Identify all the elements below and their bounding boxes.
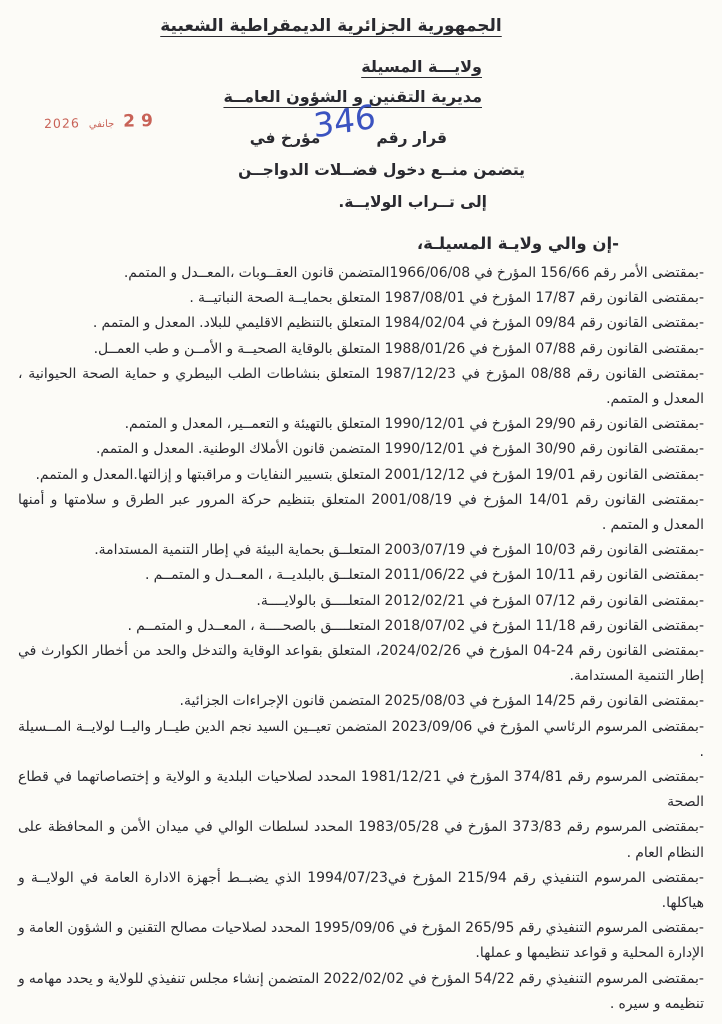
preamble-clauses <box>18 261 704 1017</box>
preamble-clause: -بمقتضى القانون رقم 19/01 المؤرخ في 2001/12/12 المتعلق بتسيير النفايات و مراقبتها و إزالتها.المعدل و المتمم. <box>35 466 704 483</box>
wali-heading: -إن والي ولايـة المسيلـة، <box>416 234 619 253</box>
preamble-clause: -بمقتضى الأمر رقم 156/66 المؤرخ في 1966/06/08المتضمن قانون العقــوبات ،المعــدل و المتمم. <box>123 265 704 281</box>
preamble-clause: -بمقتضى القانون رقم 17/87 المؤرخ في 1987/08/01 المتعلق بحمايــة الصحة النباتيــة . <box>189 290 704 307</box>
wilaya-name: ولايـــة المسيلة <box>361 57 482 76</box>
preamble-clause: -بمقتضى المرسوم التنفيذي رقم 265/95 المؤرخ في 1995/09/06 المحدد لصلاحيات مصالح التقنين و الشؤون العامة و الإدارة المحلية و قواعد تنظيمها و عملها. <box>18 920 704 962</box>
preamble-clause: -بمقتضى القانون رقم 07/88 المؤرخ في 1988/01/26 المتعلق بالوقاية الصحيــة و الأمــن و طب العمــل. <box>93 340 704 357</box>
decree-number-label-post: مؤرخ في <box>249 129 321 147</box>
handwritten-decree-number: 346 <box>312 96 378 146</box>
decree-number-line <box>238 96 447 154</box>
stamp-day: 29 <box>123 110 160 132</box>
preamble-clause: -بمقتضى القانون رقم 10/11 المؤرخ في 2011/06/22 المتعلــق بالبلديــة ، المعــدل و المتمــم . <box>144 567 704 584</box>
decree-title-block <box>238 96 525 218</box>
preamble-clause: -بمقتضى القانون رقم 11/18 المؤرخ في 2018/07/02 المتعلــــق بالصحــــة ، المعــدل و المتمــم . <box>127 617 704 634</box>
preamble-clause: -بمقتضى المرسوم التنفيذي رقم 215/94 المؤرخ في1994/07/23 الذي يضبــط أجهزة الادارة العامة في الولايــة و هياكلها. <box>18 869 704 912</box>
decree-number-label-pre: قرار رقم <box>376 129 447 147</box>
preamble-clause: -بمقتضى المرسوم التنفيذي رقم 54/22 المؤرخ في 2022/02/02 المتضمن إنشاء مجلس تنفيذي للولاية و يحدد مهامه و تنظيمه و سيره . <box>18 970 704 1012</box>
decree-subject-line1: يتضمن منــع دخول فضــلات الدواجــن <box>238 161 525 179</box>
preamble-clause: -بمقتضى القانون رقم 09/84 المؤرخ في 1984/02/04 المتعلق بالتنظيم الاقليمي للبلاد. المعدل و المتمم . <box>92 315 704 332</box>
preamble-clause: -بمقتضى المرسوم الرئاسي المؤرخ في 2023/09/06 المتضمن تعيــين السيد نجم الدين طيــار واليــا لولايــة المــسيلة . <box>18 718 704 760</box>
preamble-clause: -بمقتضى القانون رقم 24-04 المؤرخ في 2024/02/26، المتعلق بقواعد الوقاية والتدخل والحد من أخطار الكوارث في إطار التنمية المستدامة. <box>18 643 705 685</box>
preamble-clause: -بمقتضى القانون رقم 14/25 المؤرخ في 2025/08/03 المتضمن قانون الإجراءات الجزائية. <box>179 693 704 710</box>
preamble-clause: -بمقتضى القانون رقم 14/01 المؤرخ في 2001/08/19 المتعلق بتنظيم حركة المرور عبر الطرق و سلامتها و أمنها المعدل و المتمم . <box>18 491 704 534</box>
preamble-clause: -بمقتضى القانون رقم 10/03 المؤرخ في 2003/07/19 المتعلــق بحماية البيئة في إطار التنمية المستدامة. <box>94 542 704 559</box>
stamp-month: جانفي <box>88 118 115 131</box>
preamble-clause: -بمقتضى القانون رقم 07/12 المؤرخ في 2012/02/21 المتعلــــق بالولايــــة. <box>256 592 704 609</box>
preamble-clause: -بمقتضى المرسوم رقم 373/83 المؤرخ في 1983/05/28 المحدد لسلطات الوالي في ميدان الأمن و المحافظة على النظام العام . <box>18 819 705 861</box>
preamble-clause: -بمقتضى القانون رقم 08/88 المؤرخ في 1987/12/23 المتعلق بنشاطات الطب البيطري و حماية الصحة الحيوانية ، المعدل و المتمم. <box>18 365 705 408</box>
date-stamp <box>44 111 159 133</box>
preamble-clause: -بمقتضى القانون رقم 30/90 المؤرخ في 1990/12/01 المتضمن قانون الأملاك الوطنية. المعدل و المتمم. <box>95 441 704 458</box>
preamble-clause: -بمقتضى المرسوم رقم 374/81 المؤرخ في 1981/12/21 المحدد لصلاحيات البلدية و الولاية و إختصاصاتهما في قطاع الصحة <box>18 769 704 811</box>
republic-title: الجمهورية الجزائرية الديمقراطية الشعبية <box>160 16 502 36</box>
stamp-year: 2026 <box>43 115 80 132</box>
directorate-name: مديرية التقنين و الشؤون العامــة <box>223 87 482 106</box>
decree-subject-line2: إلى تــراب الولايــة. <box>338 193 487 211</box>
preamble-clause: -بمقتضى القانون رقم 29/90 المؤرخ في 1990/12/01 المتعلق بالتهيئة و التعمــير، المعدل و المتمم. <box>124 416 704 433</box>
